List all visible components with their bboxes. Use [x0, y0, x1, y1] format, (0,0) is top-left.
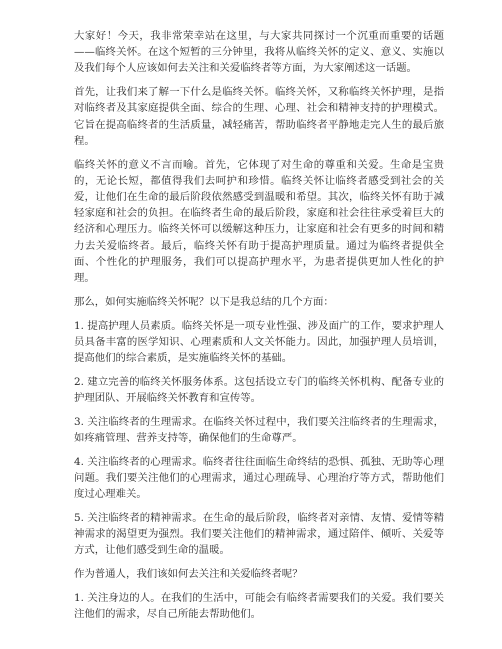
paragraph-ordinary-people-question: 作为普通人，我们该如何去关注和关爱临终者呢？	[74, 568, 303, 581]
list-item-psychological-needs: 4. 关注临终者的心理需求。临终者往往面临生命终结的恐惧、孤独、无助等心理问题。我们要关注他们的心理需求，通过心理疏导、心理治疗等方式，帮助他们度过心理难关。	[74, 455, 444, 501]
list-item-care-for-others: 1. 关注身边的人。在我们的生活中，可能会有临终者需要我们的关爱。我们要关注他们的需求，尽自己所能去帮助他们。	[74, 592, 444, 621]
document-page	[74, 28, 444, 630]
paragraph-definition: 首先，让我们来了解一下什么是临终关怀。临终关怀，又称临终关怀护理，是指对临终者及其家庭提供全面、综合的生理、心理、社会和精神支持的护理模式。它旨在提高临终者的生活质量，减轻痛苦，帮助临终者平静地走完人生的最后旅程。	[74, 86, 444, 147]
list-item-spiritual-needs: 5. 关注临终者的精神需求。在生命的最后阶段，临终者对亲情、友情、爱情等精神需求的渴望更为强烈。我们要关注他们的精神需求，通过陪伴、倾听、关爱等方式，让他们感受到生命的温暖。	[74, 512, 444, 557]
paragraph-intro: 大家好！今天，我非常荣幸站在这里，与大家共同探讨一个沉重而重要的话题——临终关怀。在这个短暂的三分钟里，我将从临终关怀的定义、意义、实施以及我们每个人应该如何去关注和关爱临终者等方面，为大家阐述这一话题。	[74, 30, 444, 75]
list-item-physical-needs: 3. 关注临终者的生理需求。在临终关怀过程中，我们要关注临终者的生理需求，如疼痛管理、营养支持等，确保他们的生命尊严。	[74, 415, 444, 445]
list-item-staff-quality: 1. 提高护理人员素质。临终关怀是一项专业性强、涉及面广的工作，要求护理人员具备丰富的医学知识、心理素质和人文关怀能力。因此，加强护理人员培训，提高他们的综合素质，是实施临终关怀的基础。	[74, 319, 444, 365]
list-item-service-system: 2. 建立完善的临终关怀服务体系。这包括设立专门的临终关怀机构、配备专业的护理团队、开展临终关怀教育和宣传等。	[74, 375, 444, 405]
paragraph-implementation-question: 那么，如何实施临终关怀呢？以下是我总结的几个方面：	[74, 295, 334, 308]
paragraph-significance: 临终关怀的意义不言而喻。首先，它体现了对生命的尊重和关爱。生命是宝贵的，无论长短，都值得我们去呵护和珍惜。临终关怀让临终者感受到社会的关爱，让他们在生命的最后阶段依然感受到温暖和希望。其次，临终关怀有助于减轻家庭和社会的负担。在临终者生命的最后阶段，家庭和社会往往承受着巨大的经济和心理压力。临终关怀可以缓解这种压力，让家庭和社会有更多的时间和精力去关爱临终者。最后，临终关怀有助于提高护理质量。通过为临终者提供全面、个性化的护理服务，我们可以提高护理水平，为患者提供更加人性化的护理。	[74, 158, 444, 285]
